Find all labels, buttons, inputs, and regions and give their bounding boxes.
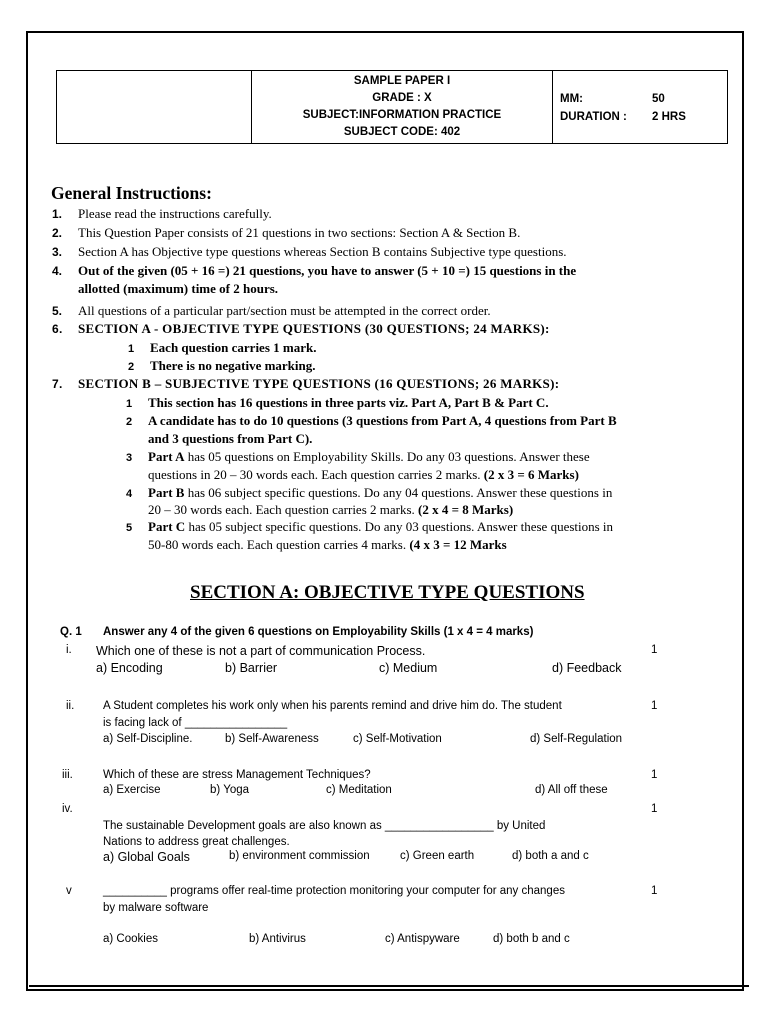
option: d) Self-Regulation xyxy=(530,733,623,745)
mm-label: MM: xyxy=(560,93,583,105)
instruction-item: 2. This Question Paper consists of 21 questions in two sections: Section A & Section B. xyxy=(52,225,521,240)
section-b-subitem: 2 A candidate has to do 10 questions (3 questions from Part A, 4 questions from Part B xyxy=(126,413,617,428)
option: c) Green earth xyxy=(400,850,475,862)
section-b-subitem: 4 Part B has 06 subject specific questions. Do any 04 questions. Answer these questions in xyxy=(126,485,613,500)
header-title-cell xyxy=(252,71,553,143)
question-text-cont: by malware software xyxy=(103,902,209,914)
instruction-item: 5. All questions of a particular part/section must be attempted in the correct order. xyxy=(52,303,491,318)
option: c) Self-Motivation xyxy=(353,733,442,745)
question-marks: 1 xyxy=(651,803,658,815)
subject-code: SUBJECT CODE: 402 xyxy=(343,126,461,138)
section-b-subitem-cont: questions in 20 – 30 words each. Each question carries 2 marks. (2 x 3 = 6 Marks) xyxy=(148,467,579,482)
question-text-cont: is facing lack of ________________ xyxy=(103,717,288,729)
question-number: v xyxy=(66,885,72,897)
header-table xyxy=(56,70,728,144)
section-a-subitem: 2 There is no negative marking. xyxy=(128,358,316,373)
page-border-shadow-right xyxy=(742,34,744,989)
header-meta-cell xyxy=(553,71,727,143)
option: d) both b and c xyxy=(493,933,570,945)
section-b-subitem-cont: 20 – 30 words each. Each question carries 2 marks. (2 x 4 = 8 Marks) xyxy=(148,502,514,517)
option: c) Antispyware xyxy=(385,933,460,945)
question-number: ii. xyxy=(66,700,75,712)
option: a) Global Goals xyxy=(103,850,190,864)
header-blank-cell xyxy=(57,71,252,143)
section-b-subitem-cont: and 3 questions from Part C). xyxy=(148,431,313,446)
grade: GRADE : X xyxy=(372,92,432,104)
subject: SUBJECT:INFORMATION PRACTICE xyxy=(302,109,502,121)
page-border-shadow-bottom xyxy=(29,985,749,987)
option: d) both a and c xyxy=(512,850,589,862)
option: a) Self-Discipline. xyxy=(103,733,193,745)
question-text: __________ programs offer real-time protection monitoring your computer for any changes xyxy=(103,885,565,897)
question-marks: 1 xyxy=(651,700,658,712)
section-a-subitem: 1 Each question carries 1 mark. xyxy=(128,340,317,355)
instruction-item-cont: allotted (maximum) time of 2 hours. xyxy=(78,281,279,296)
q1-text: Answer any 4 of the given 6 questions on Employability Skills (1 x 4 = 4 marks) xyxy=(103,626,534,638)
q1-label: Q. 1 xyxy=(60,626,82,638)
question-text: A Student completes his work only when his parents remind and drive him do. The student xyxy=(103,700,562,712)
duration-value: 2 HRS xyxy=(652,111,686,123)
option: c) Medium xyxy=(379,661,438,675)
option: d) All off these xyxy=(535,784,608,796)
instruction-item: 1. Please read the instructions carefully. xyxy=(52,206,272,221)
option: b) Yoga xyxy=(210,784,250,796)
question-number: i. xyxy=(66,644,72,656)
option: a) Cookies xyxy=(103,933,158,945)
section-b-subitem: 5 Part C has 05 subject specific questions. Do any 03 questions. Answer these questions in xyxy=(126,519,614,534)
question-number: iv. xyxy=(62,803,73,815)
section-b-subitem-cont: 50-80 words each. Each question carries 4 marks. (4 x 3 = 12 Marks xyxy=(148,537,507,552)
instruction-item: 6. SECTION A - OBJECTIVE TYPE QUESTIONS (30 QUESTIONS; 24 MARKS): xyxy=(52,321,550,336)
question-marks: 1 xyxy=(651,885,658,897)
section-a-title: SECTION A: OBJECTIVE TYPE QUESTIONS xyxy=(190,582,585,603)
option: b) Barrier xyxy=(225,661,278,675)
question-text: The sustainable Development goals are also known as _________________ by United xyxy=(103,820,546,832)
option: a) Encoding xyxy=(96,661,163,675)
instruction-item: 7. SECTION B – SUBJECTIVE TYPE QUESTIONS (16 QUESTIONS; 26 MARKS): xyxy=(52,376,560,391)
instructions-title: General Instructions: xyxy=(51,183,212,203)
question-text: Which one of these is not a part of communication Process. xyxy=(96,644,426,658)
option: b) environment commission xyxy=(229,850,370,862)
section-b-subitem: 1 This section has 16 questions in three parts viz. Part A, Part B & Part C. xyxy=(126,395,549,410)
q1-heading xyxy=(60,624,82,640)
question-marks: 1 xyxy=(651,644,658,656)
question-text: Which of these are stress Management Techniques? xyxy=(103,769,371,781)
instruction-item: 4. Out of the given (05 + 16 =) 21 questions, you have to answer (5 + 10 =) 15 questions in the xyxy=(52,263,577,278)
option: a) Exercise xyxy=(103,784,161,796)
option: d) Feedback xyxy=(552,661,622,675)
question-marks: 1 xyxy=(651,769,658,781)
section-b-subitem: 3 Part A has 05 questions on Employability Skills. Do any 03 questions. Answer these xyxy=(126,449,590,464)
duration-label: DURATION : xyxy=(560,111,627,123)
question-text-cont: Nations to address great challenges. xyxy=(103,836,290,848)
paper-title: SAMPLE PAPER I xyxy=(353,75,451,87)
question-number: iii. xyxy=(62,769,73,781)
option: b) Antivirus xyxy=(249,933,306,945)
option: b) Self-Awareness xyxy=(225,733,319,745)
instruction-item: 3. Section A has Objective type questions whereas Section B contains Subjective type questions. xyxy=(52,244,567,259)
mm-value: 50 xyxy=(652,93,665,105)
option: c) Meditation xyxy=(326,784,392,796)
